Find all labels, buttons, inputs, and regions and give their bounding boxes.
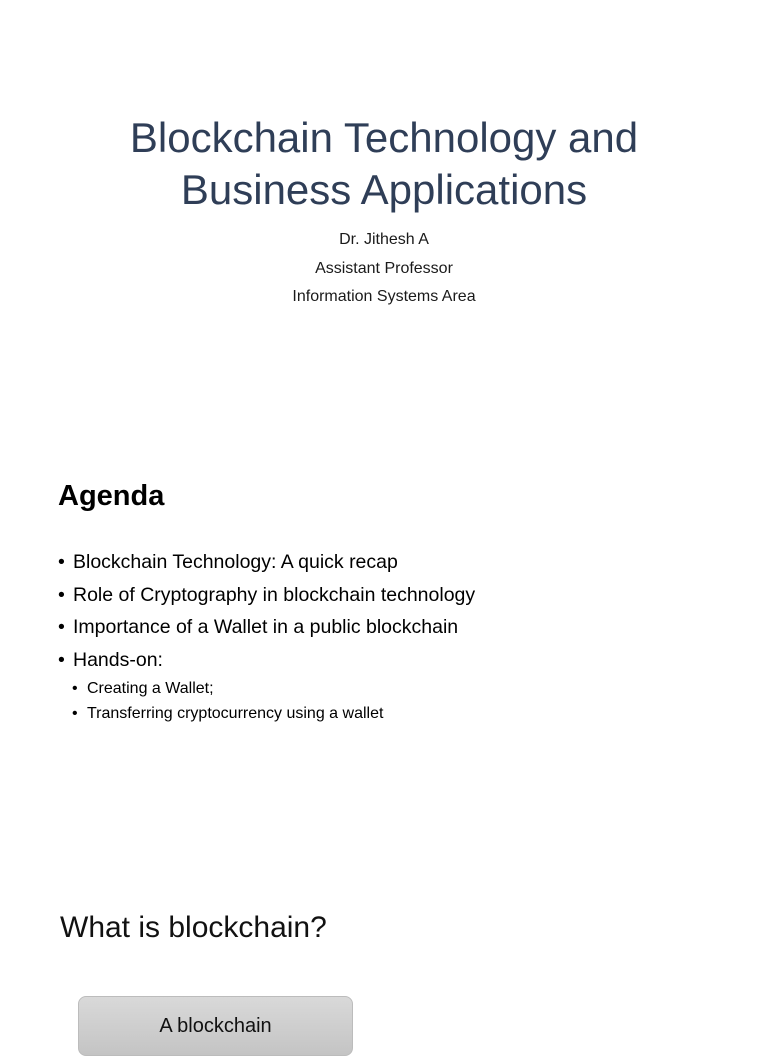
title-slide [0, 0, 768, 384]
agenda-item: • Hands-on: [58, 644, 475, 677]
author-name: Dr. Jithesh A [339, 231, 429, 248]
title-line-1: Blockchain Technology and [129, 114, 639, 161]
agenda-subitems-wrapper [58, 676, 475, 726]
agenda-item: • Role of Cryptography in blockchain technology [58, 579, 475, 612]
author-department: Information Systems Area [292, 288, 476, 305]
presentation-title [0, 112, 768, 216]
agenda-item: • Blockchain Technology: A quick recap [58, 546, 475, 579]
agenda-heading: Agenda [58, 480, 165, 512]
agenda-subitem: • Creating a Wallet; [72, 676, 475, 701]
definition-box: A blockchain [78, 996, 353, 1056]
presenter-info [0, 226, 768, 312]
author-role: Assistant Professor [315, 259, 453, 277]
agenda-list [58, 546, 475, 726]
agenda-sublist [72, 676, 475, 726]
title-line-2: Business Applications [180, 166, 588, 213]
agenda-item: • Importance of a Wallet in a public blockchain [58, 611, 475, 644]
agenda-subitem: • Transferring cryptocurrency using a wallet [72, 701, 475, 726]
slide-heading: What is blockchain? [60, 911, 327, 944]
agenda-slide [0, 384, 768, 884]
what-is-blockchain-slide [0, 884, 768, 1037]
